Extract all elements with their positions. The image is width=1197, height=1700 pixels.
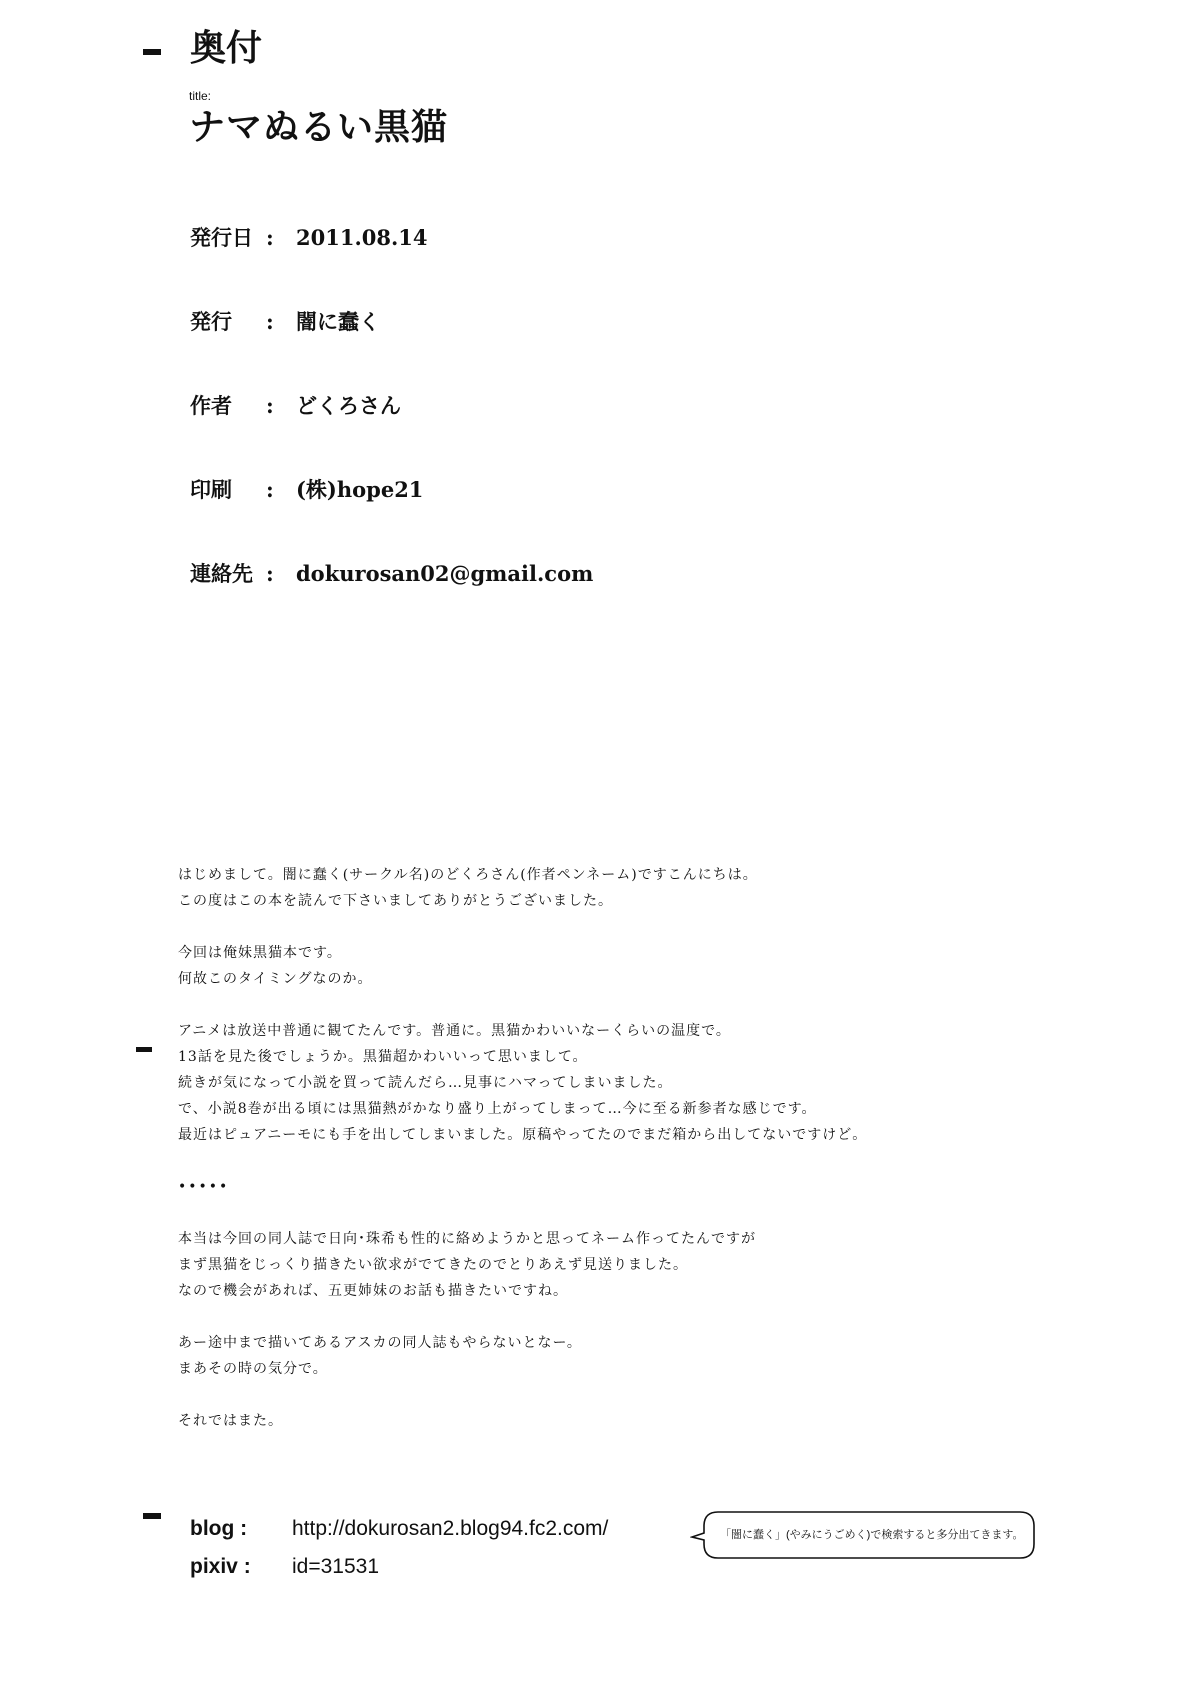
blank-line (178, 1148, 878, 1174)
colophon-heading: 奥付 (190, 27, 263, 69)
afterword-line: 今回は俺妹黒猫本です。 (178, 945, 342, 961)
blank-line (178, 1304, 878, 1330)
info-label: 発行 (190, 309, 232, 334)
speech-bubble (690, 1510, 1036, 1560)
afterword-line: 本当は今回の同人誌で日向･珠希も性的に絡めようかと思ってネーム作ってたんですが (178, 1231, 756, 1247)
blank-line (178, 992, 878, 1018)
info-value: 2011.08.14 (296, 225, 428, 250)
afterword-line: この度はこの本を読んで下さいましてありがとうございました。 (178, 893, 613, 909)
section-marker (143, 49, 161, 55)
blog-link[interactable]: http://dokurosan2.blog94.fc2.com/ (292, 1517, 609, 1540)
afterword-text (178, 862, 878, 1434)
afterword-line: 13話を見た後でしょうか。黒猫超かわいいって思いまして。 (178, 1049, 588, 1065)
afterword-line: で、小説8巻が出る頃には黒猫熱がかなり盛り上がってしまって…今に至る新参者な感じです。 (178, 1101, 817, 1117)
afterword-line: まあその時の気分で。 (178, 1361, 328, 1377)
info-separator: : (266, 561, 274, 586)
contact-email[interactable]: dokurosan02@gmail.com (296, 561, 594, 586)
info-label: 発行日 (190, 225, 253, 250)
book-title: ナマぬるい黒猫 (189, 106, 449, 148)
side-marker (136, 1047, 152, 1052)
title-caption: title: (189, 89, 212, 103)
blank-line (178, 1382, 878, 1408)
info-value: 闇に蠢く (296, 309, 380, 334)
info-separator: : (266, 393, 274, 418)
pixiv-id: id=31531 (292, 1555, 380, 1578)
blank-line (178, 914, 878, 940)
info-value: (株)hope21 (296, 477, 424, 502)
afterword-line: はじめまして。闇に蠢く(サークル名)のどくろさん(作者ペンネーム)ですこんにちは。 (178, 867, 758, 883)
info-separator: : (266, 477, 274, 502)
afterword-line: あー途中まで描いてあるアスカの同人誌もやらないとなー。 (178, 1335, 582, 1351)
afterword-line: アニメは放送中普通に観てたんです。普通に。黒猫かわいいなーくらいの温度で。 (178, 1023, 731, 1039)
blank-line (178, 1200, 878, 1226)
speech-bubble-text: 「闇に蠢く」(やみにうごめく)で検索すると多分出てきます。 (720, 1529, 1024, 1541)
afterword-line: 最近はピュアニーモにも手を出してしまいました。原稿やってたのでまだ箱から出してないですけど。 (178, 1127, 868, 1143)
info-label: 作者 (190, 393, 232, 418)
section-marker (143, 1513, 161, 1519)
info-label: 印刷 (190, 477, 232, 502)
afterword-line: ••••• (178, 1179, 230, 1195)
info-value: どくろさん (296, 393, 401, 418)
afterword-line: 何故このタイミングなのか。 (178, 971, 373, 987)
afterword-line: 続きが気になって小説を買って読んだら…見事にハマってしまいました。 (178, 1075, 673, 1091)
afterword-line: それではまた。 (178, 1413, 283, 1429)
info-separator: : (266, 225, 274, 250)
info-separator: : (266, 309, 274, 334)
afterword-line: まず黒猫をじっくり描きたい欲求がでてきたのでとりあえず見送りました。 (178, 1257, 688, 1273)
pixiv-label: pixiv : (190, 1555, 251, 1578)
info-label: 連絡先 (190, 561, 253, 586)
afterword-line: なので機会があれば、五更姉妹のお話も描きたいですね。 (178, 1283, 568, 1299)
blog-label: blog : (190, 1517, 248, 1540)
